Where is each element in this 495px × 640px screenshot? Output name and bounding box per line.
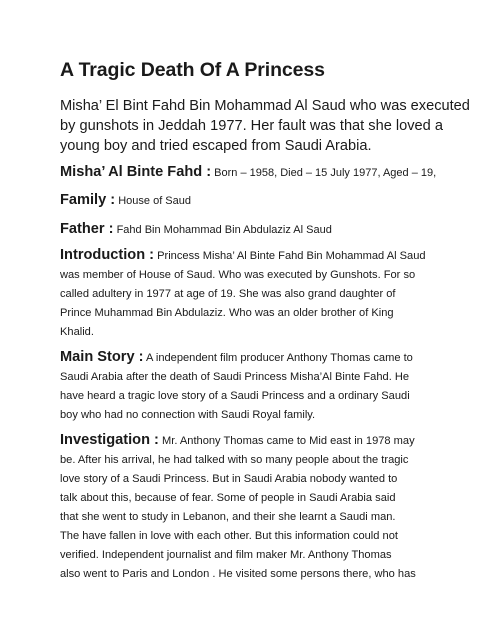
misha-label: Misha’ Al Binte Fahd : <box>60 164 212 180</box>
investigation-line: love story of a Saudi Princess. But in Saudi Arabia nobody wanted to <box>60 473 398 485</box>
main-story-line: have heard a tragic love story of a Saudi Princess and a ordinary Saudi <box>60 390 410 402</box>
intro-line: young boy and tried escaped from Saudi Arabia. <box>60 138 372 154</box>
page-title: A Tragic Death Of A Princess <box>60 59 325 81</box>
family-label: Family : <box>60 192 116 208</box>
investigation-line: talk about this, because of fear. Some of people in Saudi Arabia said <box>60 492 396 504</box>
intro-paragraph <box>60 96 470 156</box>
father-value: Fahd Bin Mohammad Bin Abdulaziz Al Saud <box>116 224 332 236</box>
family-field <box>60 192 191 208</box>
family-value: House of Saud <box>118 195 191 207</box>
introduction-line: Prince Muhammad Bin Abdulaziz. Who was an older brother of King <box>60 307 394 319</box>
father-label: Father : <box>60 221 114 237</box>
investigation-text: Mr. Anthony Thomas came to Mid east in 1978 may <box>162 435 415 447</box>
father-field <box>60 221 332 237</box>
misha-value: Born – 1958, Died – 15 July 1977, Aged – 19, <box>214 167 437 179</box>
main-story-section <box>60 348 440 425</box>
introduction-section <box>60 246 440 342</box>
introduction-line: Khalid. <box>60 326 94 338</box>
main-story-label: Main Story : <box>60 349 144 365</box>
misha-field <box>60 164 436 180</box>
introduction-text: Princess Misha’ Al Binte Fahd Bin Mohammad Al Saud <box>157 250 426 262</box>
intro-line: Misha’ El Bint Fahd Bin Mohammad Al Saud who was executed <box>60 98 470 114</box>
main-story-text: A independent film producer Anthony Thomas came to <box>146 352 413 364</box>
intro-line: by gunshots in Jeddah 1977. Her fault was that she loved a <box>60 118 443 134</box>
investigation-line: The have fallen in love with each other. But this information could not <box>60 530 398 542</box>
introduction-first-line <box>60 246 440 266</box>
introduction-line: called adultery in 1977 at age of 19. She was also grand daughter of <box>60 288 396 300</box>
introduction-line: was member of House of Saud. Who was executed by Gunshots. For so <box>60 269 416 281</box>
investigation-line: also went to Paris and London . He visited some persons there, who has <box>60 568 416 580</box>
investigation-section <box>60 431 440 584</box>
main-story-line: Saudi Arabia after the death of Saudi Princess Misha’Al Binte Fahd. He <box>60 371 410 383</box>
main-story-line: boy who had no connection with Saudi Royal family. <box>60 409 316 421</box>
investigation-first-line <box>60 431 440 451</box>
investigation-label: Investigation : <box>60 432 159 448</box>
investigation-line: be. After his arrival, he had talked with so many people about the tragic <box>60 454 409 466</box>
main-story-first-line <box>60 348 440 368</box>
introduction-label: Introduction : <box>60 247 155 263</box>
investigation-line: that she went to study in Lebanon, and their she learnt a Saudi man. <box>60 511 396 523</box>
investigation-line: verified. Independent journalist and film maker Mr. Anthony Thomas <box>60 549 392 561</box>
